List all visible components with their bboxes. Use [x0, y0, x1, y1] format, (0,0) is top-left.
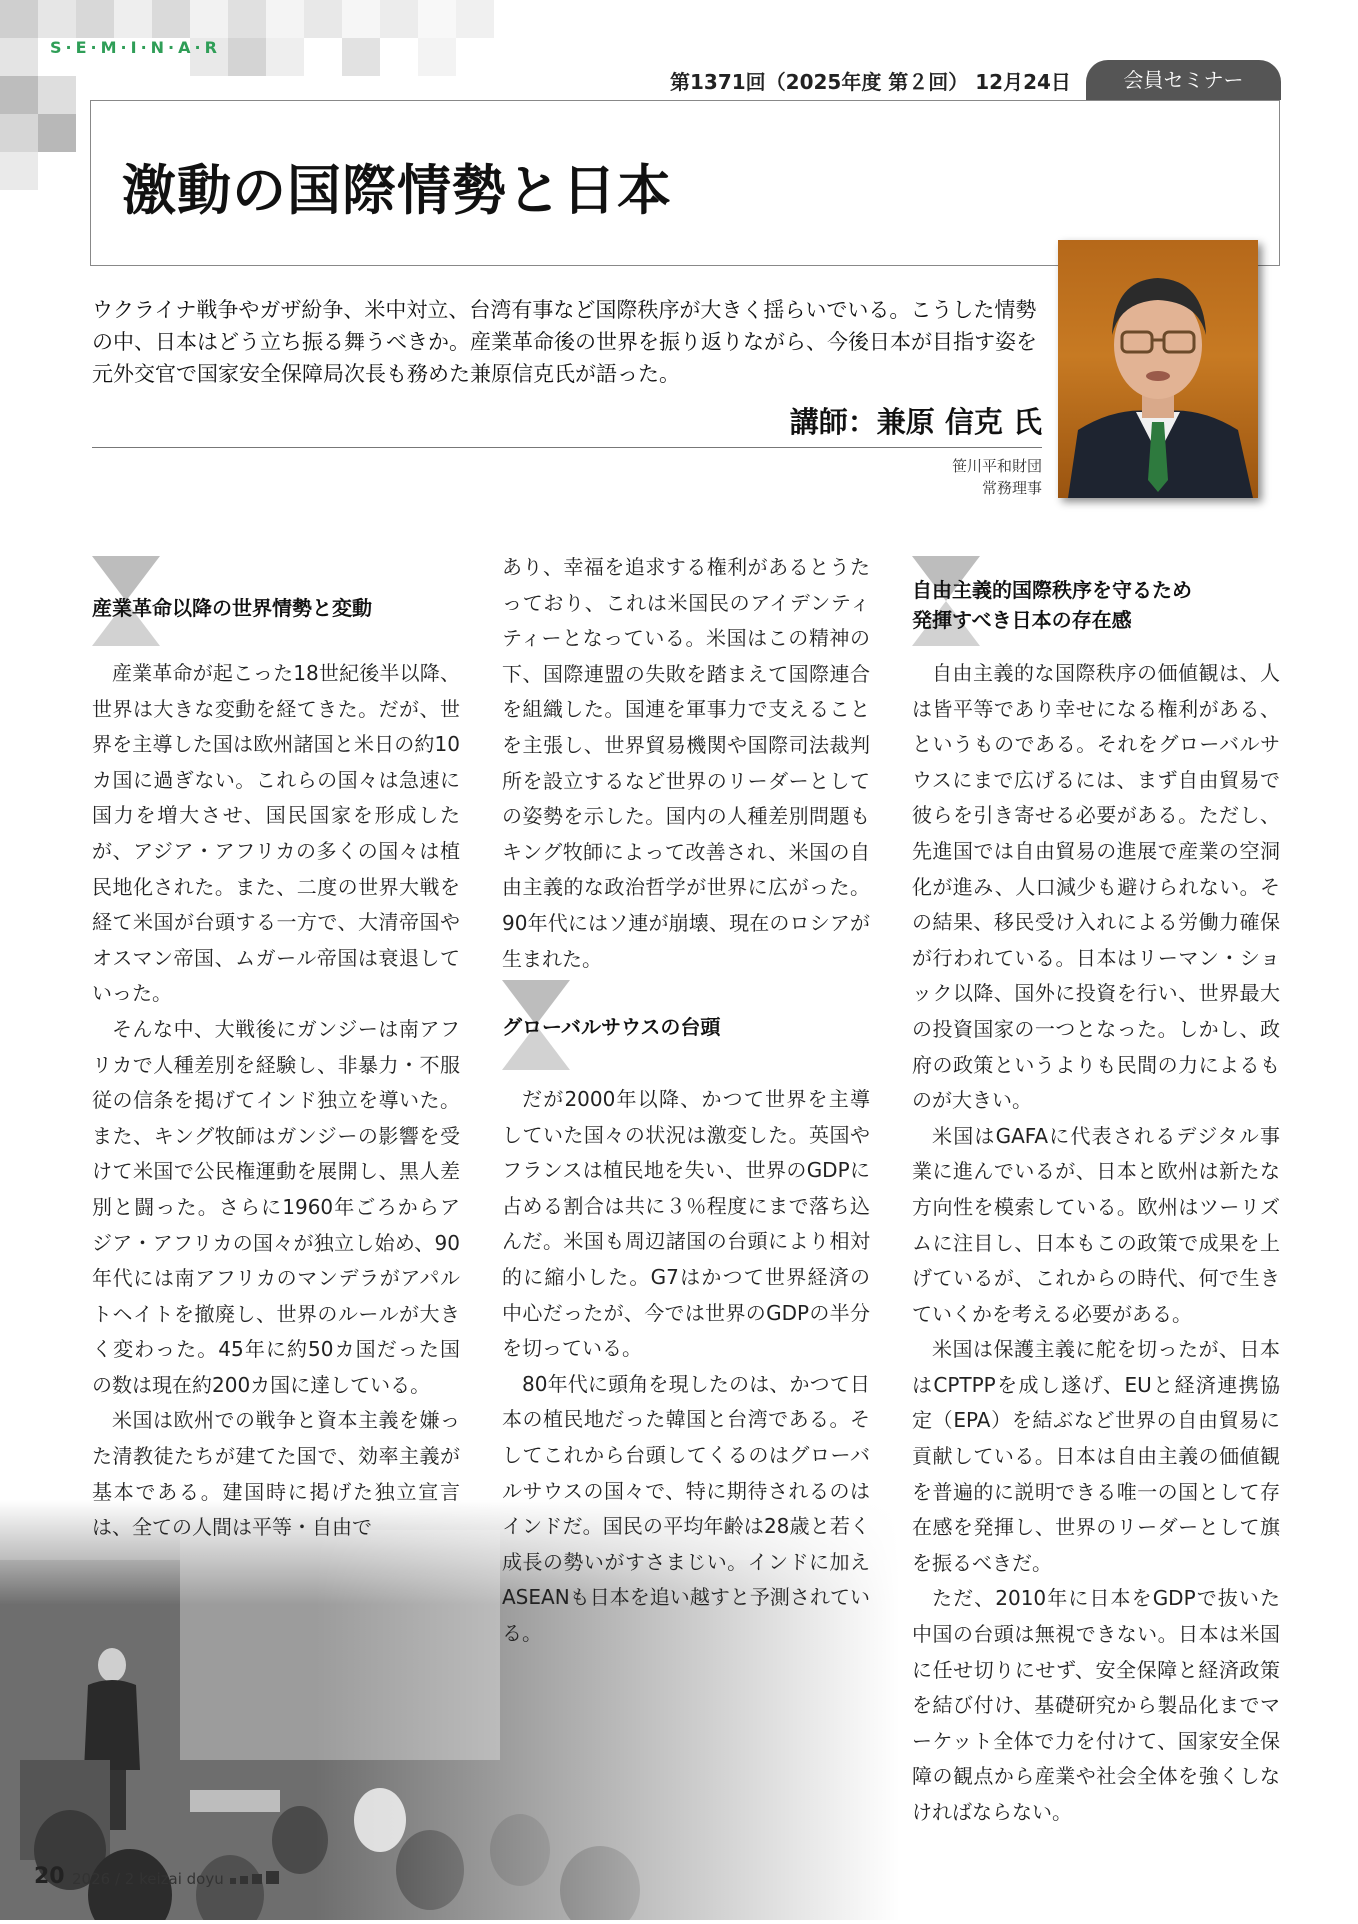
section-label: S·E·M·I·N·A·R — [50, 38, 221, 57]
lecturer-name: 講師：兼原 信克 氏 — [789, 405, 1042, 439]
paragraph: 80年代に頭角を現したのは、かつて日本の植民地だった韓国と台湾である。そしてこれから台頭してくるのはグローバルサウスの国々で、特に期待されるのはインドだ。国民の平均年齢は28歳と若く成長の勢いがすさまじい。インドに加えASEANも日本を追い越すと予測されている。 — [502, 1371, 870, 1645]
category-tab: 会員セミナー — [1086, 60, 1281, 100]
affiliation — [880, 455, 1042, 499]
paragraph: 米国は欧州での戦争と資本主義を嫌った清教徒たちが建てた国で、効率主義が基本である。建国時に掲げた独立宣言は、全ての人間は平等・自由で — [92, 1408, 460, 1540]
paragraph: 自由主義的な国際秩序の価値観は、人は皆平等であり幸せになる権利がある、というものである。それをグローバルサウスにまで広げるには、まず自由貿易で彼らを引き寄せる必要がある。ただし、先進国では自由貿易の進展で産業の空洞化が進み、人口減少も避けられない。その結果、移民受け入れによる労働力確保が行われている。日本はリーマン・ショック以降、国外に投資を行い、世界最大の投資国家の一つとなった。しかし、政府の政策というよりも民間の力によるものが大きい。 — [912, 661, 1280, 1113]
column-2-continued — [502, 1082, 870, 1652]
column-2 — [502, 550, 870, 977]
paragraph: だが2000年以降、かつて世界を主導していた国々の状況は激変した。英国やフランスは植民地を失い、世界のGDPに占める割合は共に３％程度にまで落ち込んだ。米国も周辺諸国の台頭により相対的に縮小した。G7はかつて世界経済の中心だったが、今では世界のGDPの半分を切っている。 — [502, 1087, 870, 1361]
column-1 — [92, 656, 460, 1546]
page-title: 激動の国際情勢と日本 — [122, 159, 672, 222]
footer-square-icon — [252, 1874, 262, 1884]
paragraph: 米国は保護主義に舵を切ったが、日本はCPTPPを成し遂げ、EUと経済連携協定（EPA）を結ぶなど世界の自由貿易に貢献している。日本は自由主義の価値観を普遍的に説明できる唯一の国として存在感を発揮し、世界のリーダーとして旗を振るべきだ。 — [912, 1337, 1280, 1575]
footer-square-icon — [266, 1871, 279, 1884]
paragraph: あり、幸福を追求する権利があるとうたっており、これは米国民のアイデンティティーとなっている。米国はこの精神の下、国際連盟の失敗を踏まえて国際連合を組織した。国連を軍事力で支えることを主張し、世界貿易機関や国際司法裁判所を設立するなど世界のリーダーとしての姿勢を示した。国内の人種差別問題もキング牧師によって改善され、米国の自由主義的な政治哲学が世界に広がった。90年代にはソ連が崩壊、現在のロシアが生まれた。 — [502, 555, 870, 971]
paragraph: そんな中、大戦後にガンジーは南アフリカで人種差別を経験し、非暴力・不服従の信条を掲げてインド独立を導いた。また、キング牧師はガンジーの影響を受けて米国で公民権運動を展開し、黒人差別と闘った。さらに1960年ごろからアジア・アフリカの国々が独立し始め、90年代には南アフリカのマンデラがアパルトヘイトを撤廃し、世界のルールが大きく変わった。45年に約50カ国だった国の数は現在約200カ国に達している。 — [92, 1016, 460, 1397]
issue-line: 第1371回（2025年度 第２回） 12月24日 — [670, 70, 1071, 94]
paragraph: ただ、2010年に日本をGDPで抜いた中国の台頭は無視できない。日本は米国に任せ切りにせず、安全保障と経済政策を結び付け、基礎研究から製品化までマーケット全体で力を付けて、国家安全保障の観点から産業や社会全体を強くしなければならない。 — [912, 1586, 1280, 1824]
section-heading-3-line2: 発揮すべき日本の存在感 — [912, 608, 1132, 632]
section-heading-1: 産業革命以降の世界情勢と変動 — [92, 596, 372, 620]
paragraph: 米国はGAFAに代表されるデジタル事業に進んでいるが、日本と欧州は新たな方向性を模索している。欧州はツーリズムに注目し、日本もこの政策で成果を上げているが、これからの時代、何で生きていくかを考える必要がある。 — [912, 1123, 1280, 1326]
footer-square-icon — [240, 1876, 248, 1884]
page-number: 20 — [34, 1864, 65, 1889]
affiliation-role: 常務理事 — [981, 479, 1042, 497]
footer-square-icon — [230, 1878, 236, 1884]
affiliation-org: 笹川平和財団 — [951, 457, 1042, 475]
section-heading-2: グローバルサウスの台頭 — [502, 1015, 721, 1039]
lead-paragraph: ウクライナ戦争やガザ紛争、米中対立、台湾有事など国際秩序が大きく揺らいでいる。こうした情勢の中、日本はどう立ち振る舞うべきか。産業革命後の世界を振り返りながら、今後日本が目指す姿を元外交官で国家安全保障局次長も務めた兼原信克氏が語った。 — [92, 298, 1037, 386]
column-3 — [912, 656, 1280, 1831]
section-heading-3-line1: 自由主義的国際秩序を守るため — [912, 578, 1192, 602]
section-heading-3 — [912, 575, 1292, 635]
paragraph: 産業革命が起こった18世紀後半以降、世界は大きな変動を経てきた。だが、世界を主導した国は欧州諸国と米日の約10カ国に過ぎない。これらの国々は急速に国力を増大させ、国民国家を形成したが、アジア・アフリカの多くの国々は植民地化された。また、二度の世界大戦を経て米国が台頭する一方で、大清帝国やオスマン帝国、ムガール帝国は衰退していった。 — [92, 661, 460, 1006]
divider — [92, 447, 1042, 448]
speaker-photo — [1058, 240, 1258, 498]
footer-issue: 2026 / 2 keizai doyu — [72, 1870, 224, 1888]
